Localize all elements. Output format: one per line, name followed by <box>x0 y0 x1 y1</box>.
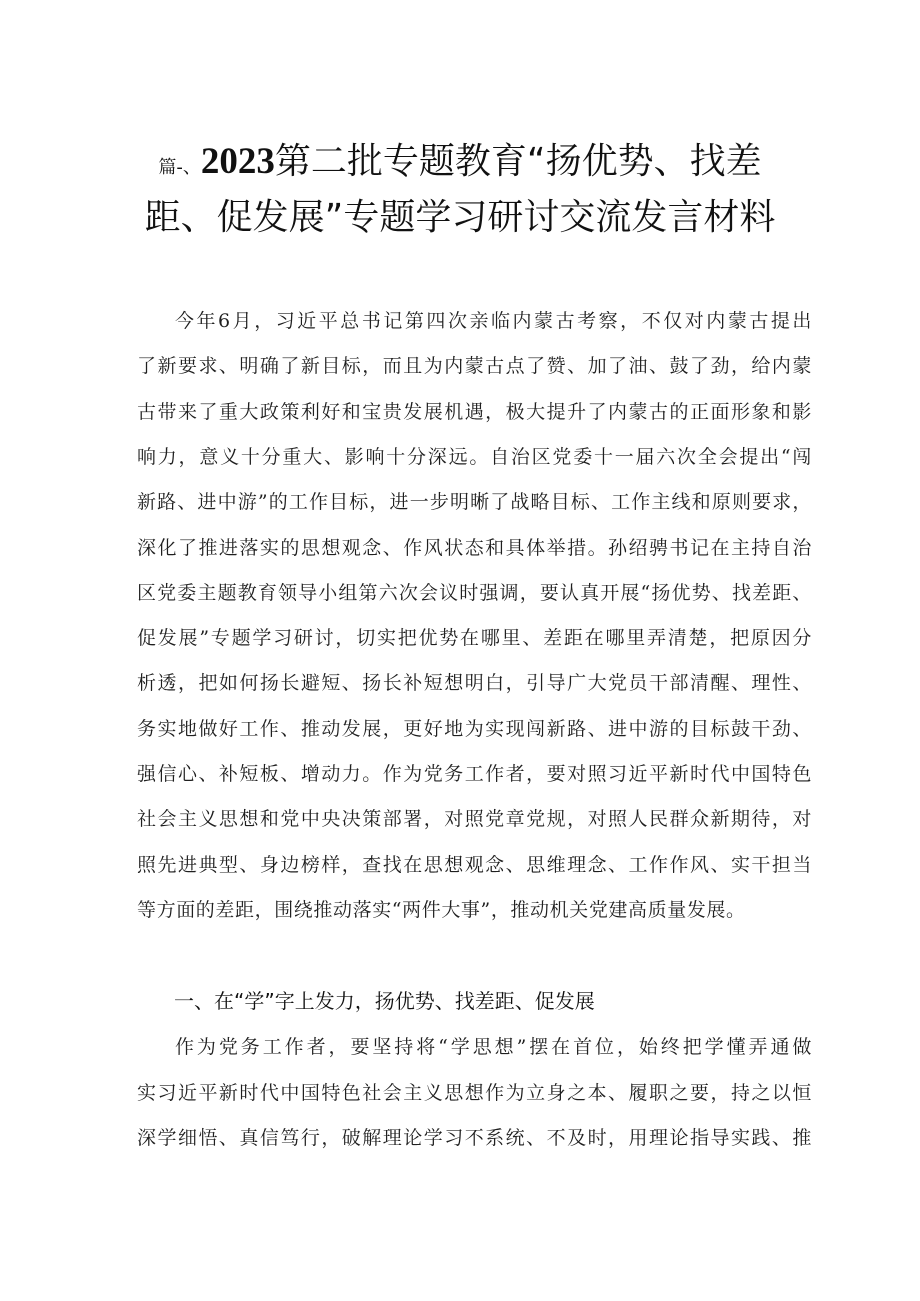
section-heading-1: 一、在“学”字上发力，扬优势、找差距、促发展 <box>174 989 595 1013</box>
paragraph-line: 强信心、补短板、增动力。作为党务工作者，要对照习近平新时代中国特色 <box>137 763 813 785</box>
paragraph-line: 区党委主题教育领导小组第六次会议时强调，要认真开展“扬优势、找差距、 <box>137 581 813 604</box>
document-title-line-2: 距、促发展”专题学习研讨交流发言材料 <box>144 197 776 238</box>
paragraph-line: 实习近平新时代中国特色社会主义思想作为立身之本、履职之要，持之以恒 <box>137 1081 813 1104</box>
paragraph-line: 照先进典型、身边榜样，查找在思想观念、思维理念、工作作风、实干担当 <box>137 853 813 876</box>
paragraph-line: 析透，把如何扬长避短、扬长补短想明白，引导广大党员干部清醒、理性、 <box>137 672 813 695</box>
paragraph-line: 等方面的差距，围绕推动落实“两件大事”，推动机关党建高质量发展。 <box>137 898 746 921</box>
paragraph-line: 古带来了重大政策利好和宝贵发展机遇，极大提升了内蒙古的正面形象和影 <box>137 400 813 423</box>
paragraph-line: 深学细悟、真信笃行，破解理论学习不系统、不及时，用理论指导实践、推 <box>137 1127 813 1149</box>
title-line-1-text: 第二批专题教育“扬优势、找差 <box>274 141 762 182</box>
title-year: 2023 <box>200 141 275 182</box>
paragraph-line: 深化了推进落实的思想观念、作风状态和具体举措。孙绍骋书记在主持自治 <box>137 536 813 559</box>
title-prefix: 篇-、 <box>158 157 201 178</box>
paragraph-line: 促发展”专题学习研讨，切实把优势在哪里、差距在哪里弄清楚，把原因分 <box>137 627 814 650</box>
paragraph-line: 响力，意义十分重大、影响十分深远。自治区党委十一届六次全会提出“闯 <box>137 445 814 468</box>
paragraph-line: 务实地做好工作、推动发展，更好地为实现闯新路、进中游的目标鼓干劲、 <box>137 717 813 740</box>
paragraph-line: 作为党务工作者，要坚持将“学思想”摆在首位，始终把学懂弄通做 <box>175 1036 815 1058</box>
paragraph-line: 新路、进中游”的工作目标，进一步明晰了战略目标、工作主线和原则要求， <box>137 491 813 514</box>
paragraph-line: 今年6月，习近平总书记第四次亲临内蒙古考察，不仅对内蒙古提出 <box>175 310 814 332</box>
paragraph-line: 社会主义思想和党中央决策部署，对照党章党规，对照人民群众新期待，对 <box>137 808 813 831</box>
document-title-line-1 <box>0 140 920 190</box>
paragraph-line: 了新要求、明确了新目标，而且为内蒙古点了赞、加了油、鼓了劲，给内蒙 <box>137 355 813 378</box>
